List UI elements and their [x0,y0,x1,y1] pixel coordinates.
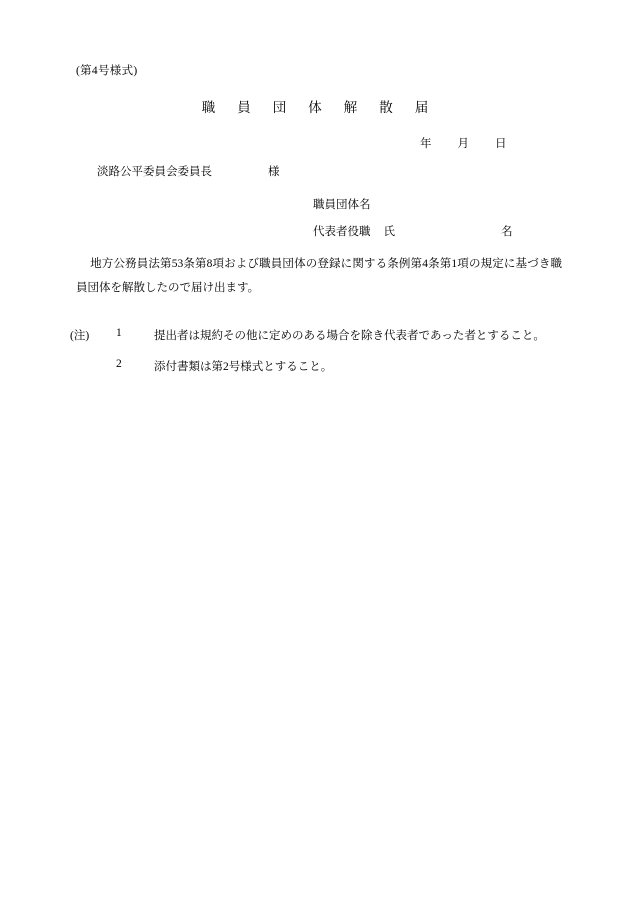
note-row [70,358,570,374]
title-char: 団 [272,100,287,115]
representative-surname-label: 氏 [383,226,395,238]
title-char: 員 [237,100,251,115]
title-char: 職 [201,100,216,115]
addressee-honorific: 様 [268,166,280,178]
body-paragraph-text: 地方公務員法第53条第8項および職員団体の登録に関する条例第4条第1項の規定に基づき職員団体を解散したので届け出ます。 [76,258,562,294]
month-label: 月 [457,138,469,150]
body-paragraph [76,253,562,300]
date-line [420,135,507,151]
addressee-name: 淡路公平委員会委員長 [97,166,212,178]
year-label: 年 [420,138,432,150]
representative-role-label: 代表者役職 [313,226,371,238]
representative-givenname-label: 名 [501,226,513,238]
note-number: 2 [116,358,122,370]
note-number: 1 [116,327,122,339]
title-char: 届 [414,100,429,115]
title-char: 解 [343,100,358,115]
note-text: 提出者は規約その他に定めのある場合を除き代表者であった者とすること。 [154,330,545,342]
organization-name-label: 職員団体名 [313,199,371,211]
addressee-line [97,163,280,179]
title-char: 体 [308,100,322,115]
note-text: 添付書類は第2号様式とすること。 [154,361,333,373]
notes-label: (注) [70,330,90,342]
day-label: 日 [495,138,507,150]
note-row [70,327,570,343]
form-number: (第4号様式) [76,65,138,77]
notes-section [70,327,570,389]
title-char: 散 [379,100,393,115]
document-title [0,96,630,116]
representative-line [313,223,513,239]
